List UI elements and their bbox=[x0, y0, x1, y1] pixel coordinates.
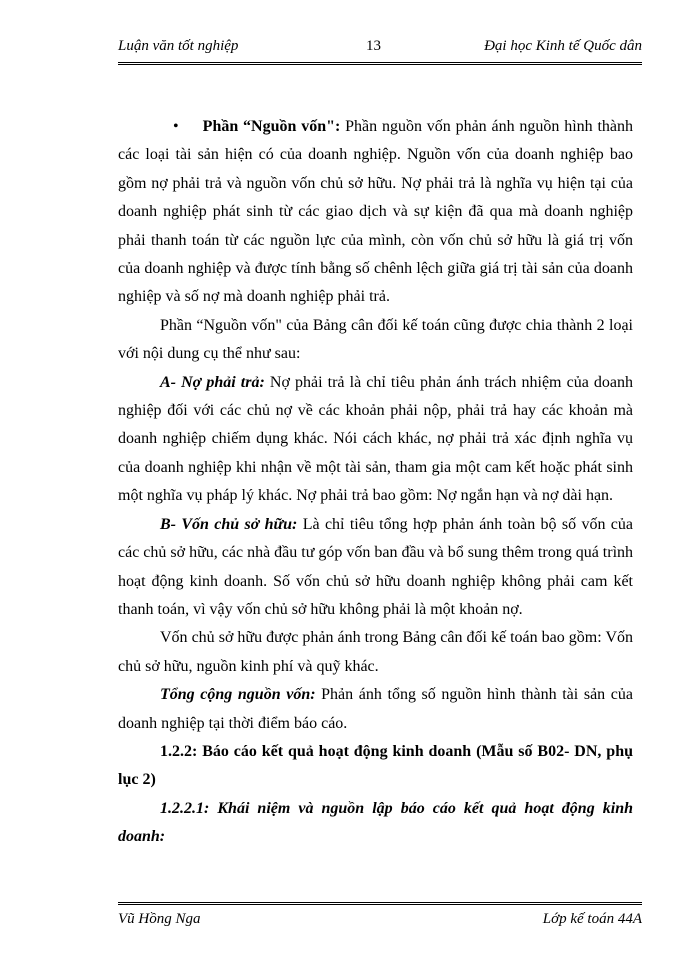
paragraph-text: Nợ phải trả là chỉ tiêu phản ánh trách nhiệm của doanh nghiệp đối với các chủ nợ về các khoản phải nộp, phải trả hay các khoản mà doanh nghiệp chiếm dụng khác. Nói cách khác, nợ phải trả xác định nghĩa vụ của doanh nghiệp khi nhận về một tài sản, tham gia một cam kết hoặc phát sinh một nghĩa vụ pháp lý khác. Nợ phải trả bao gồm: Nợ ngắn hạn và nợ dài hạn. bbox=[118, 373, 634, 505]
paragraph-intro bbox=[118, 312, 633, 369]
page-header bbox=[118, 34, 642, 60]
paragraph-label: A- Nợ phải trả: bbox=[160, 373, 265, 391]
paragraph-text: Vốn chủ sở hữu được phản ánh trong Bảng cân đối kế toán bao gồm: Vốn chủ sở hữu, nguồn kinh phí và quỹ khác. bbox=[118, 629, 633, 675]
paragraph-text: Phần “Nguồn vốn" của Bảng cân đối kế toán cũng được chia thành 2 loại với nội dung cụ thể như sau: bbox=[118, 316, 633, 363]
page-footer bbox=[118, 911, 642, 933]
paragraph-text: Phản ánh tổng số nguồn hình thành tài sản của doanh nghiệp tại thời điểm báo cáo. bbox=[118, 686, 633, 732]
paragraph-nguon-von bbox=[118, 113, 633, 312]
bullet-icon: • bbox=[173, 118, 179, 135]
paragraph-tong-cong bbox=[118, 681, 633, 738]
header-thesis-title: Luận văn tốt nghiệp bbox=[118, 38, 239, 54]
footer-author: Vũ Hồng Nga bbox=[118, 911, 201, 927]
footer-rule bbox=[118, 902, 642, 905]
paragraph-text: Phần nguồn vốn phản ánh nguồn hình thành các loại tài sản hiện có của doanh nghiệp. Nguồn vốn của doanh nghiệp bao gồm nợ phải trả và nguồn vốn chủ sở hữu. Nợ phải trả là nghĩa vụ hiện tại của doanh nghiệp phát sinh từ các giao dịch và sự kiện đã qua mà doanh nghiệp phải thanh toán từ các nguồn lực của mình, còn vốn chủ sở hữu là giá trị vốn của doanh nghiệp và được tính bằng số chênh lệch giữa giá trị tài sản của doanh nghiệp và số nợ mà doanh nghiệp phải trả. bbox=[118, 118, 634, 306]
paragraph-equity-components bbox=[118, 624, 633, 681]
header-rule bbox=[118, 62, 642, 65]
section-heading-1-2-2: 1.2.2: Báo cáo kết quả hoạt động kinh doanh (Mẫu số B02- DN, phụ lục 2) bbox=[118, 742, 633, 789]
header-university: Đại học Kinh tế Quốc dân bbox=[484, 38, 642, 54]
page-number: 13 bbox=[366, 38, 381, 54]
paragraph-label: B- Vốn chủ sở hữu: bbox=[160, 515, 298, 533]
paragraph-label: Tổng cộng nguồn vốn: bbox=[160, 686, 316, 704]
paragraph-label: Phần “Nguồn vốn": bbox=[202, 118, 341, 135]
footer-class: Lớp kế toán 44A bbox=[542, 911, 642, 927]
section-heading-1-2-2-1: 1.2.2.1: Khái niệm và nguồn lập báo cáo kết quả hoạt động kinh doanh: bbox=[118, 799, 633, 846]
paragraph-no-phai-tra bbox=[118, 369, 633, 511]
paragraph-von-chu-so-huu bbox=[118, 511, 633, 625]
document-body bbox=[118, 113, 633, 852]
paragraph-text: Là chỉ tiêu tổng hợp phản ánh toàn bộ số vốn của các chủ sở hữu, các nhà đầu tư góp vốn ban đầu và bổ sung thêm trong quá trình hoạt động kinh doanh. Số vốn chủ sở hữu doanh nghiệp không phải cam kết thanh toán, vì vậy vốn chủ sở hữu không phải là một khoản nợ. bbox=[118, 515, 634, 618]
